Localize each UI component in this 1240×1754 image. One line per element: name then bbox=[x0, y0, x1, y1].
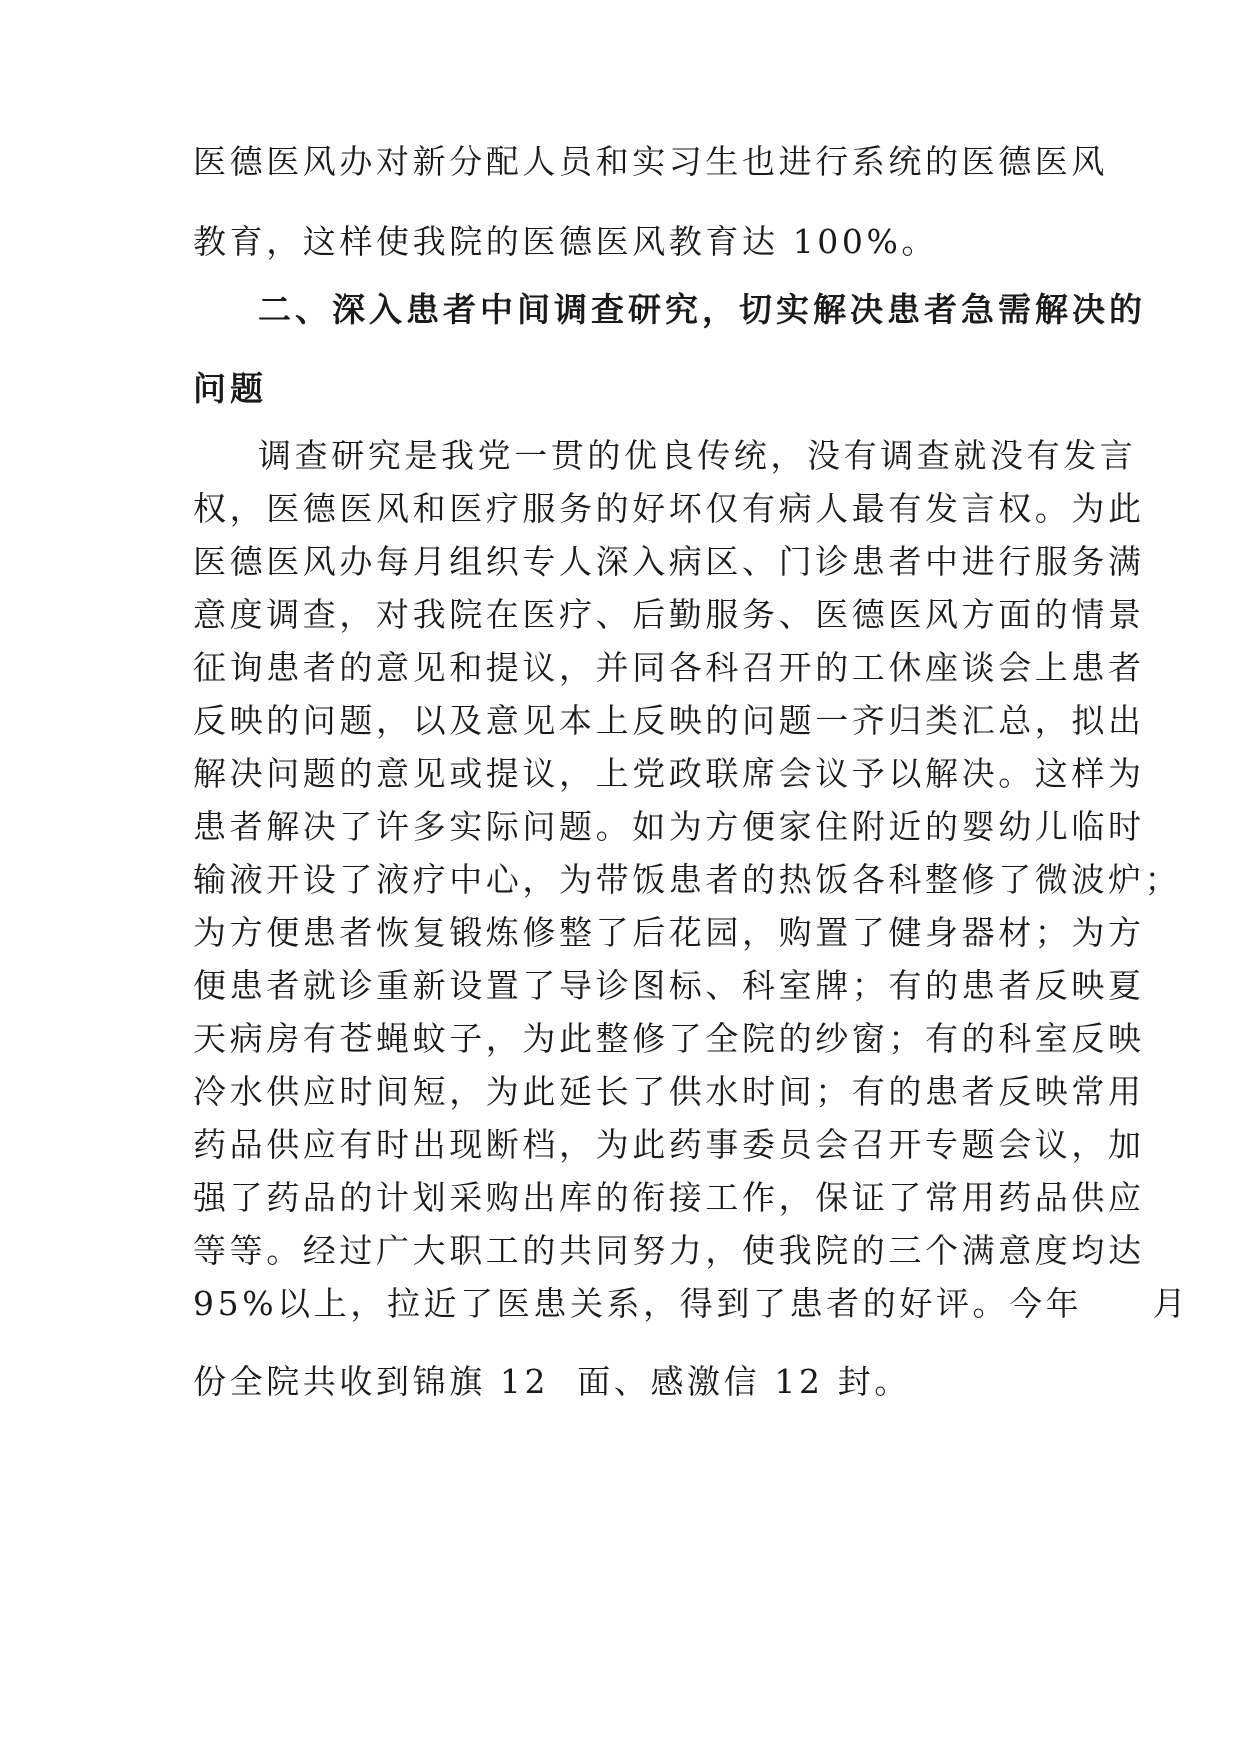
paragraph-line-8: 患者解决了许多实际问题。如为方便家住附近的婴幼儿临时 bbox=[193, 807, 1145, 846]
paragraph-line-13: 冷水供应时间短，为此延长了供水时间；有的患者反映常用 bbox=[193, 1072, 1145, 1111]
paragraph-line-9: 输液开设了液疗中心，为带饭患者的热饭各科整修了微波炉； bbox=[193, 860, 1182, 899]
paragraph-line-10: 为方便患者恢复锻炼修整了后花园，购置了健身器材；为方 bbox=[193, 913, 1145, 952]
paragraph-line-7: 解决问题的意见或提议，上党政联席会议予以解决。这样为 bbox=[193, 754, 1145, 793]
paragraph-line-14: 药品供应有时出现断档，为此药事委员会召开专题会议，加 bbox=[193, 1125, 1145, 1164]
paragraph-line-17: 95%以上，拉近了医患关系，得到了患者的好评。今年 月 bbox=[193, 1284, 1190, 1323]
paragraph-line-15: 强了药品的计划采购出库的衔接工作，保证了常用药品供应 bbox=[193, 1178, 1145, 1217]
paragraph-line-18: 份全院共收到锦旗 12 面、感激信 12 封。 bbox=[193, 1362, 911, 1401]
paragraph-line-6: 反映的问题，以及意见本上反映的问题一齐归类汇总，拟出 bbox=[193, 701, 1145, 740]
section-heading-line-1: 二、深入患者中间调查研究，切实解决患者急需解决的 bbox=[258, 290, 1146, 329]
paragraph-line-3: 医德医风办每月组织专人深入病区、门诊患者中进行服务满 bbox=[193, 542, 1145, 581]
section-heading-line-2: 问题 bbox=[193, 369, 267, 408]
paragraph-line-2: 权，医德医风和医疗服务的好坏仅有病人最有发言权。为此 bbox=[193, 489, 1145, 528]
paragraph-line-1: 调查研究是我党一贯的优良传统，没有调查就没有发言 bbox=[258, 436, 1137, 475]
paragraph-line-11: 便患者就诊重新设置了导诊图标、科室牌；有的患者反映夏 bbox=[193, 966, 1145, 1005]
text-line-2: 教育，这样使我院的医德医风教育达 100%。 bbox=[193, 222, 939, 261]
paragraph-line-12: 天病房有苍蝇蚊子，为此整修了全院的纱窗；有的科室反映 bbox=[193, 1019, 1145, 1058]
text-line-1: 医德医风办对新分配人员和实习生也进行系统的医德医风 bbox=[193, 142, 1108, 181]
paragraph-line-5: 征询患者的意见和提议，并同各科召开的工休座谈会上患者 bbox=[193, 648, 1145, 687]
paragraph-line-16: 等等。经过广大职工的共同努力，使我院的三个满意度均达 bbox=[193, 1231, 1145, 1270]
paragraph-line-4: 意度调查，对我院在医疗、后勤服务、医德医风方面的情景 bbox=[193, 595, 1145, 634]
